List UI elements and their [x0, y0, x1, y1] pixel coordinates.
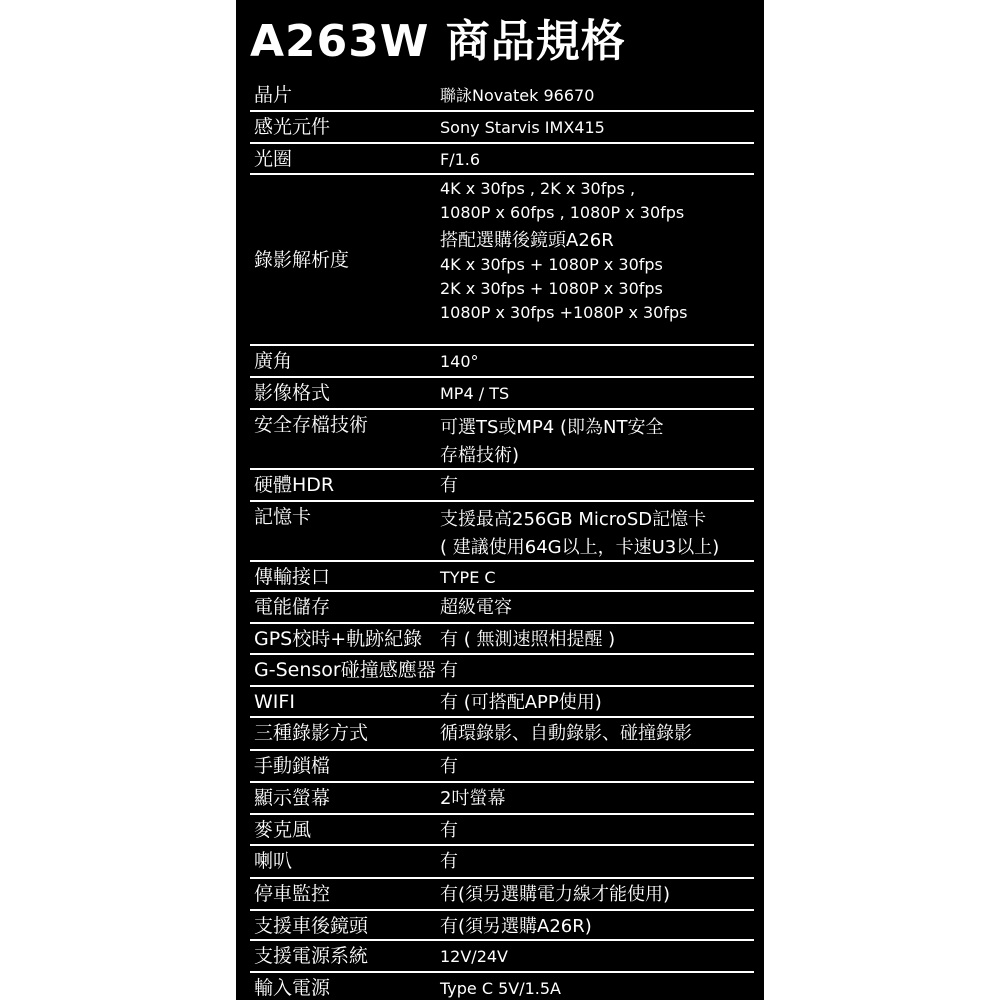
spec-value [440, 350, 750, 374]
spec-row [250, 410, 754, 470]
spec-value-line: 有(須另選購A26R) [440, 916, 592, 937]
spec-label: 喇叭 [254, 850, 293, 872]
spec-value-line: 1080P x 60fps , 1080P x 30fps [440, 203, 685, 222]
spec-value-line: 支援最高256GB MicroSD記憶卡 [440, 509, 707, 530]
spec-value [440, 850, 750, 874]
spec-value-line: 有 [440, 820, 458, 841]
spec-label: 記憶卡 [254, 506, 312, 528]
spec-row [250, 80, 754, 112]
spec-value-line: Sony Starvis IMX415 [440, 118, 605, 137]
spec-value [440, 382, 750, 406]
spec-value-line: 2吋螢幕 [440, 788, 506, 809]
spec-label: 輸入電源 [254, 977, 331, 999]
spec-value-line: 12V/24V [440, 947, 508, 966]
spec-row [250, 911, 754, 941]
spec-label: 廣角 [254, 350, 293, 372]
spec-label: G-Sensor碰撞感應器 [254, 659, 436, 681]
spec-label: 硬體HDR [254, 474, 335, 496]
spec-value-line: F/1.6 [440, 150, 481, 169]
spec-value-line: TYPE C [440, 568, 496, 587]
spec-value [440, 148, 750, 172]
spec-value-line: 140° [440, 352, 479, 371]
spec-label: 手動鎖檔 [254, 755, 331, 777]
spec-label: 光圈 [254, 148, 293, 170]
spec-table [250, 80, 754, 1004]
spec-row [250, 687, 754, 718]
spec-row [250, 592, 754, 624]
spec-value-line: 循環錄影、自動錄影、碰撞錄影 [440, 723, 692, 744]
spec-value [440, 596, 750, 620]
spec-value [440, 474, 750, 498]
spec-row [250, 718, 754, 751]
spec-row [250, 502, 754, 562]
spec-value [440, 945, 750, 969]
page-title: A263W 商品規格 [250, 16, 626, 67]
spec-label: 感光元件 [254, 116, 331, 138]
spec-row [250, 846, 754, 879]
spec-value [440, 755, 750, 779]
spec-value [440, 84, 750, 108]
spec-row [250, 624, 754, 655]
spec-row [250, 973, 754, 1004]
spec-label: 影像格式 [254, 382, 331, 404]
spec-row [250, 346, 754, 378]
spec-panel [236, 0, 764, 1000]
spec-value-line: 有(須另選購電力線才能使用) [440, 884, 671, 905]
spec-value [440, 628, 750, 652]
spec-row [250, 562, 754, 592]
spec-value-line: 有 [440, 475, 458, 496]
spec-value-line: 1080P x 30fps +1080P x 30fps [440, 303, 688, 322]
spec-value [440, 116, 750, 140]
spec-value-line: 有 [440, 756, 458, 777]
spec-row [250, 751, 754, 783]
spec-label: 麥克風 [254, 819, 312, 841]
spec-value-line: 聯詠Novatek 96670 [440, 86, 595, 105]
spec-row [250, 378, 754, 410]
spec-label: 支援電源系統 [254, 945, 369, 967]
spec-label: 顯示螢幕 [254, 787, 331, 809]
spec-row [250, 879, 754, 911]
spec-label: 錄影解析度 [254, 248, 350, 271]
spec-row [250, 470, 754, 502]
spec-value-line: Type C 5V/1.5A [440, 979, 561, 998]
spec-label: 支援車後鏡頭 [254, 915, 369, 937]
spec-label: 傳輸接口 [254, 566, 331, 588]
spec-row [250, 655, 754, 687]
spec-label: 電能儲存 [254, 596, 331, 618]
spec-value-line: 4K x 30fps , 2K x 30fps , [440, 179, 636, 198]
spec-row [250, 815, 754, 846]
spec-label: 三種錄影方式 [254, 722, 369, 744]
spec-row [250, 144, 754, 175]
spec-value-line: 搭配選購後鏡頭A26R [440, 230, 614, 251]
spec-value [440, 915, 750, 939]
spec-value-line: 超級電容 [440, 597, 512, 618]
spec-value-line: ( 建議使用64G以上，卡速U3以上) [440, 537, 720, 558]
spec-value [440, 506, 750, 562]
spec-value [440, 977, 750, 1001]
spec-label: WIFI [254, 691, 295, 713]
spec-row [250, 175, 754, 346]
spec-label: 晶片 [254, 84, 293, 106]
spec-value [440, 566, 750, 590]
spec-value-line: 有 [440, 851, 458, 872]
spec-row [250, 783, 754, 815]
spec-value-line: 有 (可搭配APP使用) [440, 692, 602, 713]
spec-value [440, 691, 750, 715]
spec-value-line: 存檔技術) [440, 445, 520, 466]
spec-value-line: 可選TS或MP4 (即為NT安全 [440, 417, 664, 438]
spec-value-line: 2K x 30fps + 1080P x 30fps [440, 279, 663, 298]
spec-value [440, 177, 750, 325]
spec-value [440, 722, 750, 746]
spec-row [250, 112, 754, 144]
spec-value-line: 有 [440, 660, 458, 681]
spec-row [250, 941, 754, 973]
spec-label: 安全存檔技術 [254, 414, 369, 436]
spec-label: GPS校時+軌跡紀錄 [254, 628, 423, 650]
spec-value-line: 有 ( 無測速照相提醒 ) [440, 629, 616, 650]
spec-value [440, 787, 750, 811]
spec-value-line: 4K x 30fps + 1080P x 30fps [440, 255, 663, 274]
spec-value [440, 659, 750, 683]
spec-value-line: MP4 / TS [440, 384, 510, 403]
spec-value [440, 414, 750, 470]
spec-value [440, 819, 750, 843]
spec-label: 停車監控 [254, 883, 331, 905]
spec-value [440, 883, 750, 907]
